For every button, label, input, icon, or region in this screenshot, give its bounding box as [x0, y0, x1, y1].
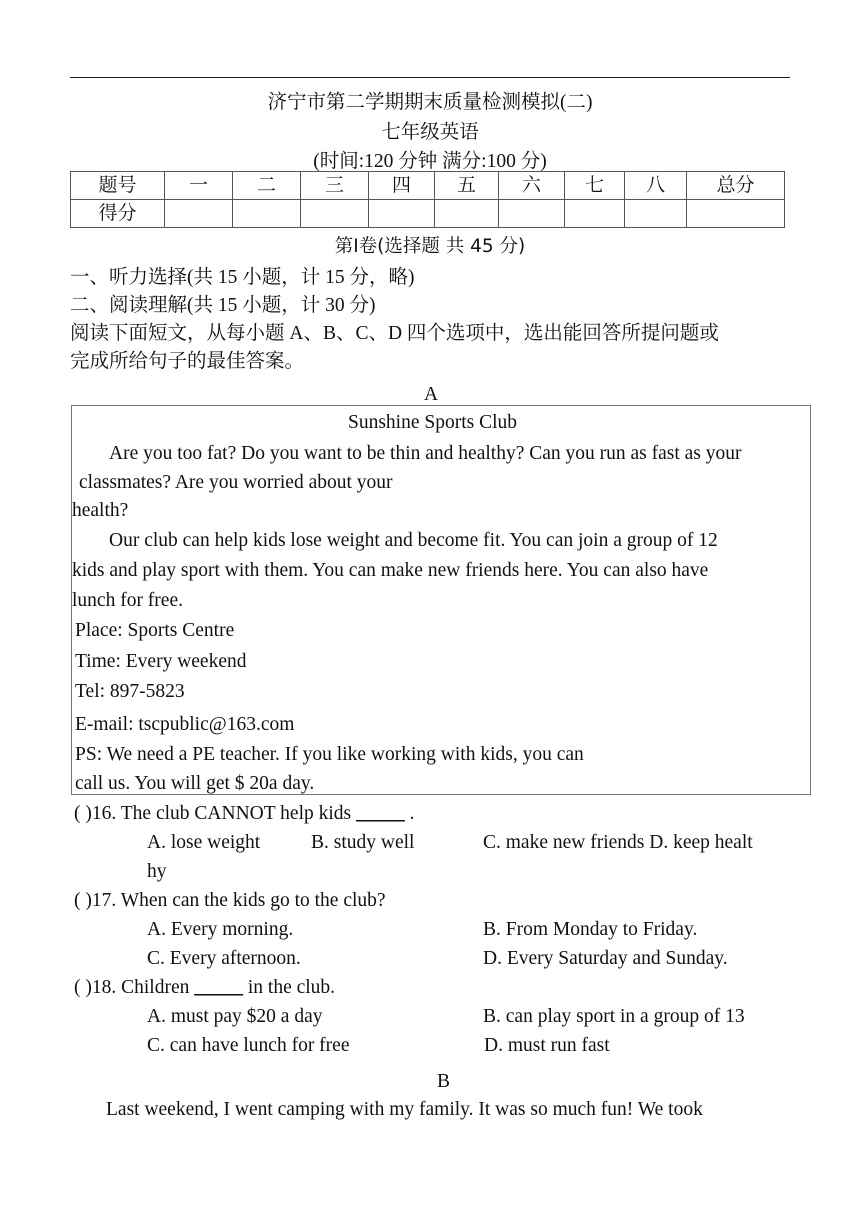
- passage-a-p1-line2: classmates? Are you worried about your: [79, 472, 393, 493]
- score-input-7[interactable]: [565, 200, 625, 228]
- question-18-blank: _____: [194, 977, 243, 998]
- passage-a-ps-line2: call us. You will get $ 20a day.: [75, 773, 315, 794]
- question-17: ( )17. When can the kids go to the club?: [74, 890, 386, 911]
- score-cell-1: 一: [165, 172, 233, 200]
- passage-a-p2-line2: kids and play sport with them. You can make new friends here. You can also have: [72, 560, 709, 581]
- q16-option-a[interactable]: A. lose weight: [147, 832, 261, 853]
- score-cell-6: 六: [499, 172, 565, 200]
- passage-b-label: B: [437, 1071, 451, 1092]
- q16-option-c-d[interactable]: C. make new friends D. keep healt: [483, 832, 753, 853]
- question-18-suffix: in the club.: [242, 977, 336, 998]
- passage-a-p1-line1: Are you too fat? Do you want to be thin and healthy? Can you run as fast as your: [109, 443, 742, 464]
- score-cell-3: 三: [301, 172, 369, 200]
- passage-a-label: A: [424, 384, 439, 405]
- passage-b-line1: Last weekend, I went camping with my family. It was so much fun! We took: [106, 1099, 703, 1120]
- part-1-heading: 一、听力选择(共 15 小题，计 15 分，略): [70, 267, 415, 288]
- passage-a-p1-line3: health?: [72, 500, 129, 521]
- score-cell-7: 七: [565, 172, 625, 200]
- score-input-5[interactable]: [435, 200, 499, 228]
- score-table-header-row: [71, 172, 785, 200]
- score-input-total[interactable]: [687, 200, 785, 228]
- score-cell-2: 二: [233, 172, 301, 200]
- passage-a-tel: Tel: 897-5823: [75, 681, 185, 702]
- instruction-line-1: 阅读下面短文，从每小题 A、B、C、D 四个选项中，选出能回答所提问题或: [70, 323, 719, 344]
- score-input-3[interactable]: [301, 200, 369, 228]
- score-cell-5: 五: [435, 172, 499, 200]
- score-table-score-row: [71, 200, 785, 228]
- score-input-2[interactable]: [233, 200, 301, 228]
- score-input-8[interactable]: [625, 200, 687, 228]
- passage-a-ps-line1: PS: We need a PE teacher. If you like working with kids, you can: [75, 744, 584, 765]
- exam-subtitle: 七年级英语: [381, 122, 479, 143]
- passage-a-email: E-mail: tscpublic@163.com: [75, 714, 295, 735]
- score-cell-4: 四: [369, 172, 435, 200]
- q17-option-d[interactable]: D. Every Saturday and Sunday.: [483, 948, 728, 969]
- q18-option-b[interactable]: B. can play sport in a group of 13: [483, 1006, 745, 1027]
- q17-option-a[interactable]: A. Every morning.: [147, 919, 294, 940]
- part-2-heading: 二、阅读理解(共 15 小题，计 30 分): [70, 295, 376, 316]
- score-table: [70, 171, 785, 228]
- score-input-1[interactable]: [165, 200, 233, 228]
- score-row-label: 得分: [71, 200, 165, 228]
- section-title: 第Ⅰ卷(选择题 共 45 分): [334, 236, 526, 257]
- score-cell-label: 题号: [71, 172, 165, 200]
- question-16-suffix: .: [404, 803, 415, 824]
- q16-option-b[interactable]: B. study well: [311, 832, 415, 853]
- instruction-line-2: 完成所给句子的最佳答案。: [70, 351, 305, 372]
- q18-option-a[interactable]: A. must pay $20 a day: [147, 1006, 323, 1027]
- question-16-prefix: ( )16. The club CANNOT help kids: [74, 803, 356, 824]
- question-16-blank: _____: [356, 803, 405, 824]
- q17-option-b[interactable]: B. From Monday to Friday.: [483, 919, 698, 940]
- passage-a-p2-line3: lunch for free.: [72, 590, 183, 611]
- q18-option-d[interactable]: D. must run fast: [484, 1035, 610, 1056]
- header-rule: [70, 77, 790, 78]
- exam-title: 济宁市第二学期期末质量检测模拟(二): [267, 92, 593, 113]
- exam-time-info: (时间:120 分钟 满分:100 分): [313, 151, 547, 172]
- score-cell-8: 八: [625, 172, 687, 200]
- score-cell-total: 总分: [687, 172, 785, 200]
- question-18: [74, 977, 335, 999]
- q17-option-c[interactable]: C. Every afternoon.: [147, 948, 301, 969]
- q18-option-c[interactable]: C. can have lunch for free: [147, 1035, 350, 1056]
- passage-a-time: Time: Every weekend: [75, 651, 247, 672]
- question-16: [74, 803, 415, 825]
- passage-a-p2-line1: Our club can help kids lose weight and become fit. You can join a group of 12: [109, 530, 718, 551]
- score-input-4[interactable]: [369, 200, 435, 228]
- passage-a-place: Place: Sports Centre: [75, 620, 235, 641]
- passage-a-title: Sunshine Sports Club: [348, 412, 518, 433]
- question-18-prefix: ( )18. Children: [74, 977, 195, 998]
- score-input-6[interactable]: [499, 200, 565, 228]
- q16-option-d-wrap: hy: [147, 861, 167, 882]
